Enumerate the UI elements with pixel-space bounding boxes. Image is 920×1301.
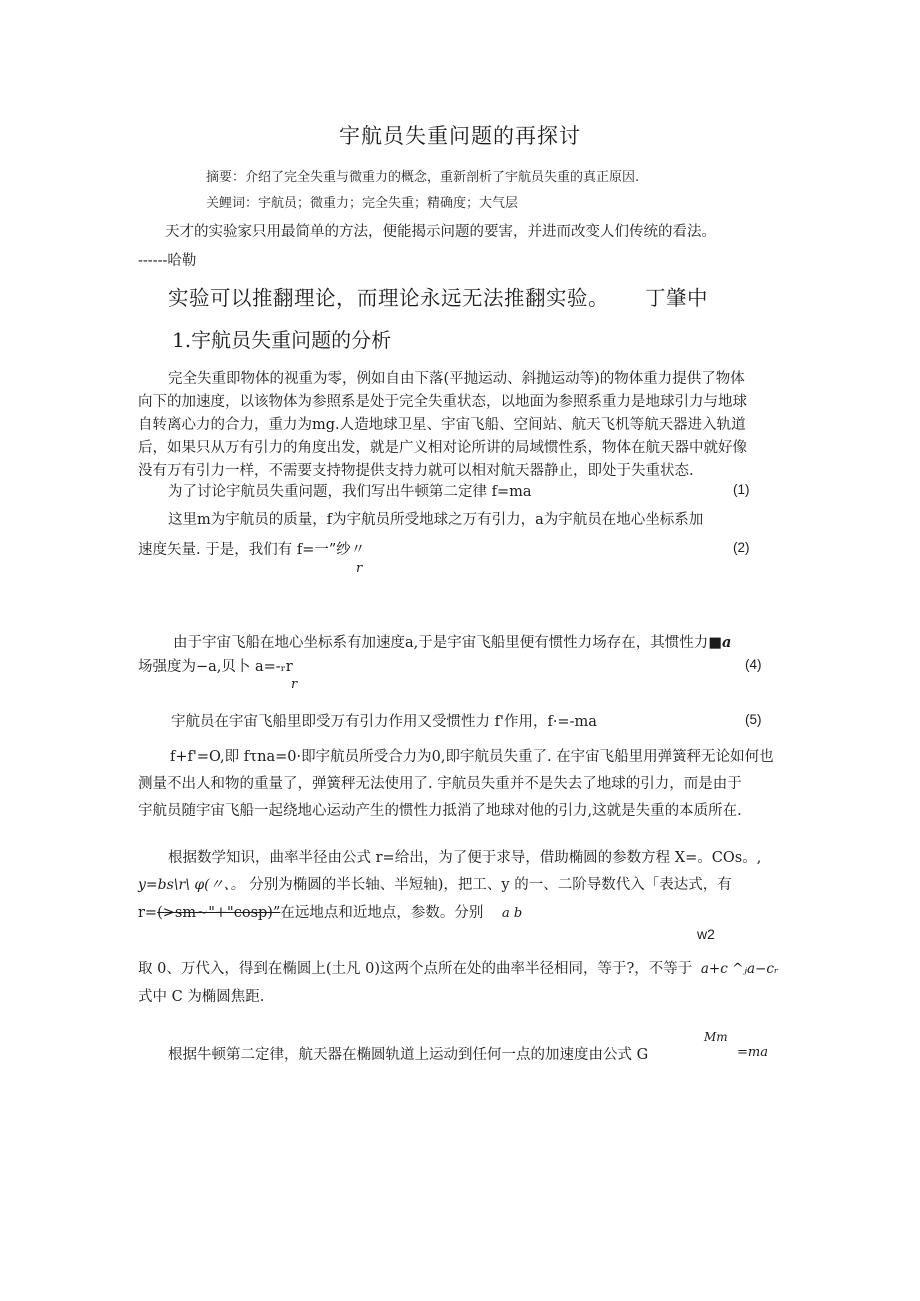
paragraph-3-line [173,631,731,652]
equation-4-denominator: r [291,677,298,692]
paragraph-6-text: 取 0、万代入，得到在椭圆上(土凡 0)这两个点所在处的曲率半径相同，等于?，不等于 [138,961,693,977]
paragraph-6-line-1 [138,957,779,978]
equation-4-number: (4) [745,657,762,672]
page-title: 宇航员失重问题的再探讨 [339,124,581,148]
paragraph-line: 没有万有引力一样，不需要支持物提供支持力就可以相对航天器静止，即处于失重状态. [138,463,694,479]
paragraph-4 [138,744,783,825]
equation-4-text: 场强度为−a,贝卜 a=-ᵣr [138,659,293,675]
paragraph-7-line: 根据牛顿第二定律，航天器在椭圆轨道上运动到任何一点的加速度由公式 G [168,1047,649,1063]
label-w2: w2 [697,926,715,942]
radius-prefix: r= [138,905,158,921]
axis-labels: a b [501,906,523,921]
paragraph-5-line-3 [138,901,522,922]
equation-5-text: 宇航员在宇宙飞船里即受万有引力作用又受惯性力 f'作用，f·=-ma [171,714,597,730]
paragraph-line: 完全失重即物体的视重为零，例如自由下落(平抛运动、斜抛运动等)的物体重力提供了物体 [168,371,745,387]
paragraph-line: f+f'=O,即 fτna=0·即宇航员所受合力为0,即宇航员失重了. 在宇宙飞船里用弹簧秤无论如何也 [170,749,774,765]
paragraph-2-line: 这里m为宇航员的质量，f为宇航员所受地球之万有引力，a为宇航员在地心坐标系加 [168,512,704,528]
paragraph-line: 向下的加速度，以该物体为参照系是处于完全失重状态，以地面为参照系重力是地球引力与地球 [138,394,747,410]
struck-formula: (>sm~"+"cosp)” [157,905,281,921]
equation-1-text: 为了讨论宇航员失重问题，我们写出牛顿第二定律 f=ma [168,484,532,500]
abstract: 摘要：介绍了完全失重与微重力的概念，重新剖析了宇航员失重的真正原因. [206,170,640,185]
equation-2-text: 速度矢量. 于是，我们有 f=一”纱〃 [138,542,366,558]
epigraph-quote: 天才的实验家只用最简单的方法，便能揭示问题的要害，并进而改变人们传统的看法。 [165,224,716,240]
radius-expression: a+c ^ⱼa−cᵣ [700,961,779,977]
epigraph-quote-2 [168,281,708,311]
inertia-symbol: ■a [708,634,732,651]
paragraph-5-line-2 [138,873,732,894]
quote-2-text: 实验可以推翻理论，而理论永远无法推翻实验。 [168,286,609,310]
paragraph-line: 后，如果只从万有引力的角度出发，就是广义相对论所讲的局域惯性系，物体在航天器中就好像 [138,440,747,456]
paragraph-5-line-2-text: 分别为椭圆的半长轴、半短轴)，把工、y 的一、二阶导数代入「表达式，有 [249,877,732,893]
equation-1-number: (1) [733,482,750,497]
paragraph-1 [138,368,783,483]
quote-2-author: 丁肇中 [645,286,709,310]
parametric-equation: y=bs\r\ φ(〃、。 [138,877,245,893]
equation-5-number: (5) [745,712,762,727]
formula-rhs: =ma [737,1045,768,1060]
equation-2-number: (2) [733,540,750,555]
paragraph-5-line-3-text: 在远地点和近地点，参数。分别 [280,905,484,921]
paragraph-3-text: 由于宇宙飞船在地心坐标系有加速度a,于是宇宙飞船里便有惯性力场存在，其惯性力 [173,635,709,651]
paragraph-line: 测量不出人和物的重量了，弹簧秤无法使用了. 宇航员失重并不是失去了地球的引力，而是由于 [138,776,742,792]
keywords: 关鲤词：宇航员；微重力；完全失重；精确度；大气层 [206,196,519,211]
paragraph-5-line-1: 根据数学知识，曲率半径由公式 r=给出，为了便于求导，借助椭圆的参数方程 X=。COs。, [168,850,762,866]
paragraph-line: 自转离心力的合力，重力为mg.人造地球卫星、宇宙飞船、空间站、航天飞机等航天器进入轨道 [138,417,746,433]
paragraph-line: 宇航员随宇宙飞船一起绕地心运动产生的惯性力抵消了地球对他的引力,这就是失重的本质所在. [138,803,742,819]
epigraph-author: ------哈勒 [138,253,197,269]
paragraph-6-line-2: 式中 C 为椭圆焦距. [138,989,265,1005]
formula-numerator: Mm [704,1030,728,1044]
section-heading: 1.宇航员失重问题的分析 [172,328,392,352]
equation-2-denominator: r [356,561,363,576]
